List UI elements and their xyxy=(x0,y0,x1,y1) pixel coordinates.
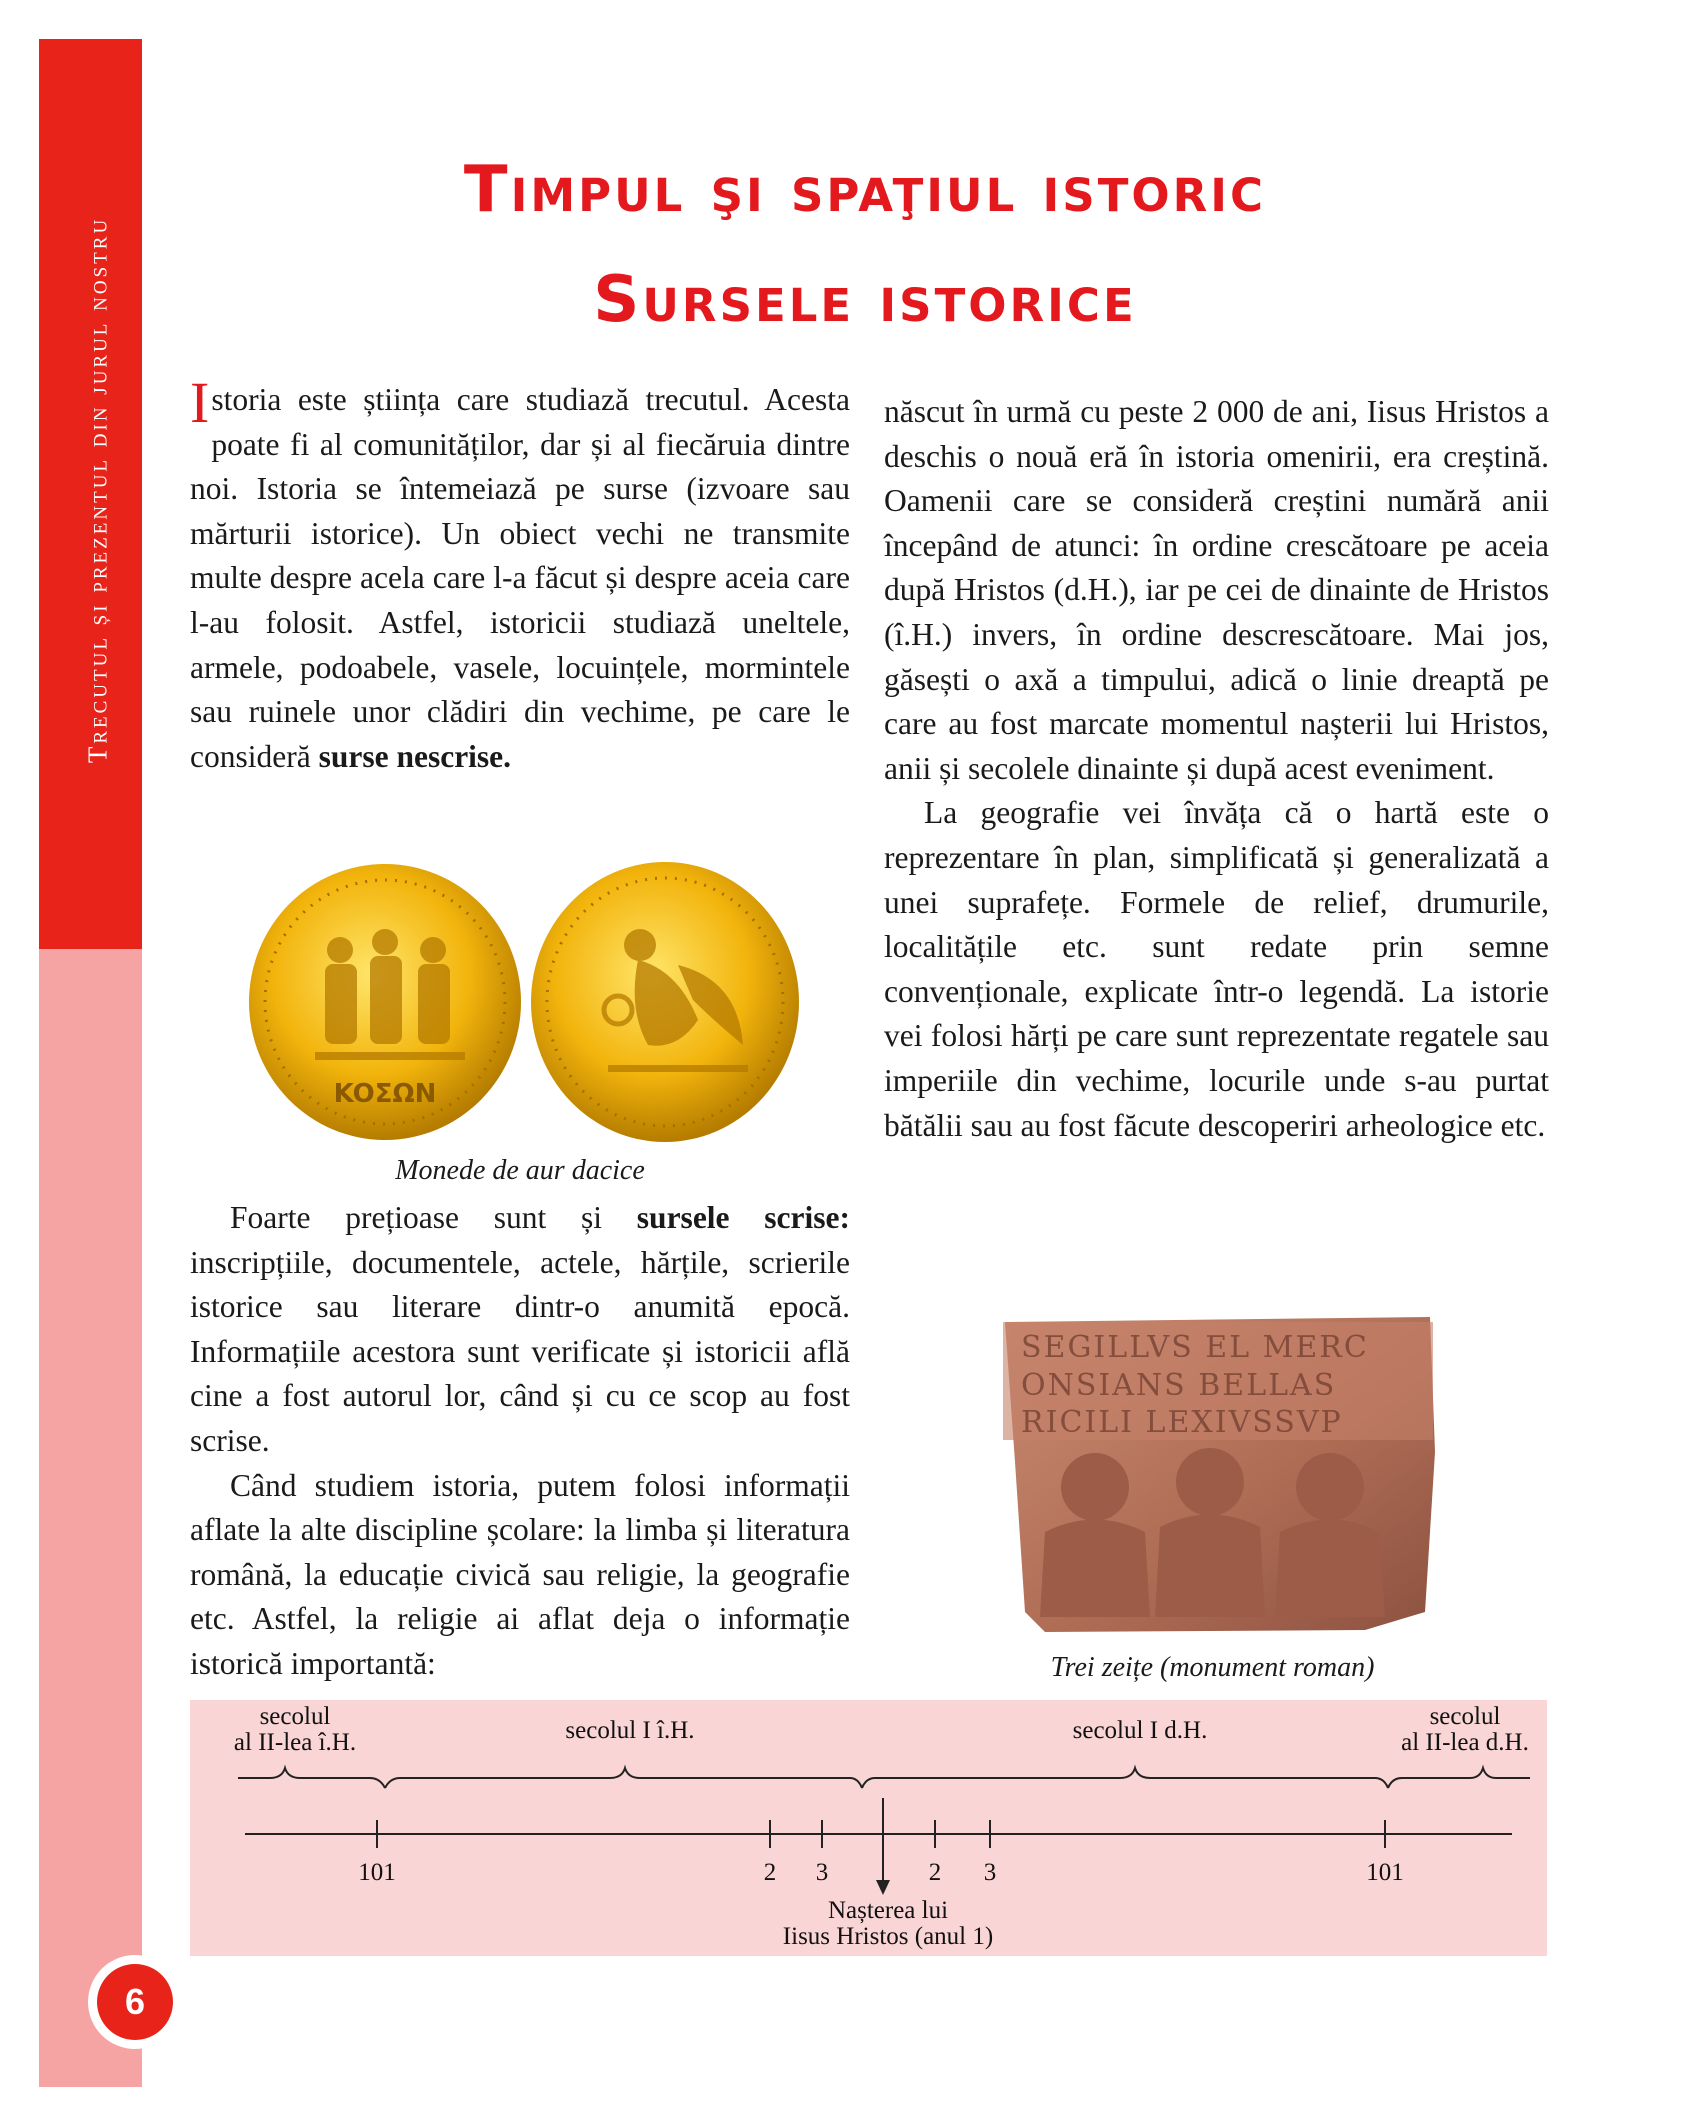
tick-label-2-ad: 2 xyxy=(928,1859,942,1886)
paragraph-disciplines: Când studiem istoria, putem folosi informații aflate la alte discipline școlare: la limba și literatura română, la educație civică sau religie, la geografie etc. Astfel, la religie ai aflat deja o informație istorică importantă: xyxy=(190,1467,850,1681)
sidebar-band-bottom xyxy=(39,949,142,2087)
page-number: 6 xyxy=(97,1964,173,2040)
stone-inscription-line-3: RICILI LEXIVSSVP xyxy=(1021,1405,1343,1440)
label-century-1-bc: secolul I î.H. xyxy=(565,1717,695,1744)
brace-century-2-bc-left xyxy=(238,1768,385,1788)
right-column xyxy=(884,390,1549,1148)
coin-caption: Monede de aur dacice xyxy=(395,1155,645,1186)
paragraph-written-start: Foarte prețioase sunt și xyxy=(230,1200,603,1235)
paragraph-maps: La geografie vei învăța că o hartă este o reprezentare în plan, simplificată și generalizată a unei suprafețe. Formele de relief, drumurile, localitățile etc. sunt redate prin semne convenționale, explicate într-o legendă. La istorie vei folosi hărți pe care sunt reprezentate regatele sau imperiile din vechime, locurile unde s-au purtat bătălii sau au fost făcute descoperiri arheologice etc. xyxy=(884,795,1549,1143)
stone-inscription-line-2: ONSIANS BELLAS xyxy=(1021,1368,1337,1403)
label-century-2-bc: secolul al II-lea î.H. xyxy=(233,1703,357,1756)
left-column-top xyxy=(190,370,850,779)
chapter-title-vertical: Trecutul și prezentul din jurul nostru xyxy=(82,216,113,764)
brace-century-2-ad-right xyxy=(1388,1768,1530,1788)
paragraph-intro-text: storia este știința care studiază trecutul. Acesta poate fi al comunităților, dar și al fiecăruia dintre noi. Istoria se întemeiază pe surse (izvoare sau mărturii istorice). Un obiect vechi ne transmite multe despre acela care l-a făcut și despre aceia care l-au folosit. Astfel, istoricii studiază uneltele, armele, podoabele, vasele, locuințele, mormintele sau ruinele unor clădiri din vechime, pe care le consideră xyxy=(190,382,850,774)
gold-coin-left-image xyxy=(245,862,525,1142)
bold-term-unwritten: surse nescrise. xyxy=(318,738,512,774)
label-birth-of-christ: Nașterea lui Iisus Hristos (anul 1) xyxy=(782,1897,994,1950)
paragraph-written-text: inscripțiile, documentele, actele, hărțile, scrierile istorice sau literare dintr-o anumită epocă. Informațiile acestora sunt verificate și istoricii află cine a fost autorul lor, când și cu ce scop au fost scrise. xyxy=(190,1244,850,1458)
paragraph-christian-era: născut în urmă cu peste 2 000 de ani, Iisus Hristos a deschis o nouă eră în istoria omenirii, era creștină. Oamenii care se consideră creștini numără anii începând de atunci: în ordine crescătoare pe aceia după Hristos (d.H.), iar pe cei de dinainte de Hristos (î.H.) invers, în ordine descrescătoare. Mai jos, găsești o axă a timpului, adică o linie dreaptă pe care au fost marcate momentul nașterii lui Hristos, anii și secolele dinainte și după acest eveniment. xyxy=(884,394,1549,786)
roman-monument-image xyxy=(985,1312,1440,1635)
stone-inscription-line-1: SEGILLVS EL MERC xyxy=(1021,1330,1369,1365)
label-century-2-ad: secolul al II-lea d.H. xyxy=(1401,1703,1529,1756)
gold-coin-right-image xyxy=(528,860,803,1145)
tick-label-2-bc: 2 xyxy=(763,1859,777,1886)
drop-cap: I xyxy=(190,370,210,435)
label-century-1-ad: secolul I d.H. xyxy=(1072,1717,1208,1744)
tick-label-101-ad: 101 xyxy=(1366,1859,1404,1886)
bold-term-written: sursele scrise: xyxy=(636,1200,851,1235)
coin-inscription: KOΣΩN xyxy=(333,1079,437,1109)
monument-caption: Trei zeițe (monument roman) xyxy=(1050,1652,1375,1683)
brace-century-1-ad xyxy=(862,1768,1388,1788)
page-title-line-1: Timpul şi spaţiul istoric xyxy=(463,153,1267,227)
brace-century-1-bc xyxy=(385,1768,862,1788)
tick-label-3-bc: 3 xyxy=(815,1859,829,1886)
tick-label-3-ad: 3 xyxy=(983,1859,997,1886)
tick-label-101-bc: 101 xyxy=(358,1859,396,1886)
page-title-line-2: Sursele istorice xyxy=(593,263,1137,337)
left-column-bottom xyxy=(190,1196,850,1687)
paragraph-written-sources xyxy=(190,1196,850,1464)
timeline-panel xyxy=(190,1700,1547,1956)
paragraph-intro xyxy=(190,370,850,779)
